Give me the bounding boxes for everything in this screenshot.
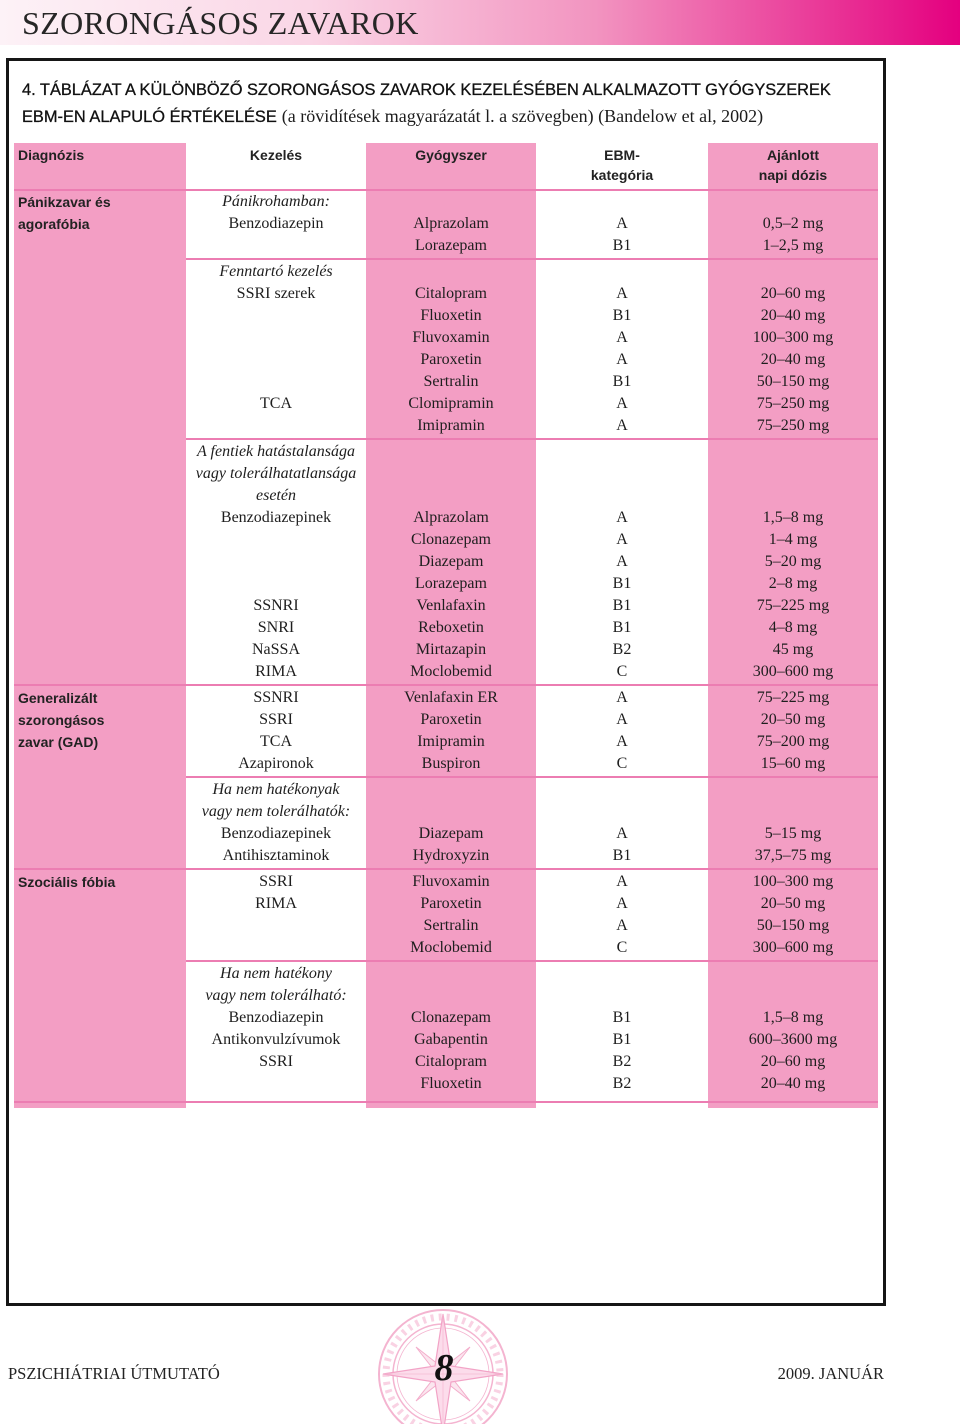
treatment-blocks [186,191,878,683]
table-row [186,893,878,915]
treatment-class: SSRI [259,711,293,728]
ebm-category: B1 [612,307,632,324]
recommended-dose [708,261,878,283]
ebm-category: A [616,895,628,912]
table-row [186,1051,878,1073]
treatment-cell [186,893,366,915]
ebm-category: B2 [612,1075,632,1092]
recommended-dose: 5–20 mg [764,553,822,570]
treatment-cell [186,393,366,415]
recommended-dose: 20–50 mg [760,895,826,912]
recommended-dose [708,801,878,823]
condition-note: Pánikrohamban: [222,193,330,210]
ebm-category: B1 [612,597,632,614]
recommended-dose [708,191,878,213]
treatment-cell [186,731,366,753]
ebm-category: B1 [612,619,632,636]
drug-name: Clonazepam [411,1009,491,1026]
diagnosis-name-line: Generalizált [18,690,98,706]
treatment-cell [186,463,366,485]
drug-name [366,985,536,1007]
table-row [186,371,878,393]
table-row [186,1029,878,1051]
block-divider [186,438,878,440]
column-header-drug: Gyógyszer [415,147,487,163]
table-row [186,283,878,305]
treatment-cell [186,441,366,463]
drug-name: Fluoxetin [420,307,482,324]
treatment-block [186,871,878,959]
diagnosis-group [14,687,878,867]
treatment-cell [186,551,366,573]
table-row [186,915,878,937]
table-row [186,507,878,529]
table-row [186,753,878,775]
treatment-class: Benzodiazepinek [220,509,332,526]
table-row [186,305,878,327]
ebm-category: C [616,755,628,772]
table-row [186,823,878,845]
drug-name: Imipramin [417,733,485,750]
diagnosis-cell [14,871,186,1095]
ebm-category: B1 [612,847,632,864]
treatment-cell [186,213,366,235]
drug-name: Clonazepam [411,531,491,548]
recommended-dose: 4–8 mg [768,619,818,636]
ebm-category: B1 [612,373,632,390]
column-header-dose-line: napi dózis [758,167,828,183]
recommended-dose: 0,5–2 mg [762,215,824,232]
drug-name: Lorazepam [415,237,487,254]
ebm-category: A [616,733,628,750]
table-row [186,661,878,683]
footer-publication-title: PSZICHIÁTRIAI ÚTMUTATÓ [8,1364,220,1383]
ebm-category [536,485,708,507]
ebm-category: A [616,215,628,232]
ebm-category [536,261,708,283]
treatment-class: Benzodiazepinek [220,825,332,842]
ebm-category [536,779,708,801]
drug-name: Sertralin [423,917,479,934]
drug-name: Citalopram [415,1053,487,1070]
treatment-class: TCA [260,733,292,750]
treatment-cell [186,573,366,595]
diagnosis-cell [14,687,186,867]
recommended-dose: 20–40 mg [760,307,826,324]
drug-name: Moclobemid [410,939,492,956]
block-divider [186,776,878,778]
recommended-dose: 1,5–8 mg [762,509,824,526]
recommended-dose: 20–50 mg [760,711,826,728]
treatment-class: SSRI szerek [236,285,316,302]
treatment-class: Antihisztaminok [222,847,330,864]
page-number: 8 [434,1347,454,1389]
drug-name: Lorazepam [415,575,487,592]
table-row [186,327,878,349]
table-title-line1: 4. TÁBLÁZAT A KÜLÖNBÖZŐ SZORONGÁSOS ZAVAROK KEZELÉSÉBEN ALKALMAZOTT GYÓGYSZEREK [22,81,831,99]
condition-note: vagy tolerálhatatlansága [195,465,357,482]
table-row [186,687,878,709]
diagnosis-cell [14,191,186,683]
treatment-cell [186,823,366,845]
drug-name [366,463,536,485]
table-row [186,963,878,985]
drug-name: Alprazolam [413,509,489,526]
ebm-category: A [616,417,628,434]
ebm-category [536,441,708,463]
drug-name [366,191,536,213]
drug-name: Fluoxetin [420,1075,482,1092]
table-row [186,845,878,867]
ebm-category: B1 [612,237,632,254]
recommended-dose: 2–8 mg [768,575,818,592]
treatment-class: SSNRI [253,597,299,614]
treatment-block [186,261,878,437]
drug-name: Paroxetin [420,711,482,728]
treatment-cell [186,595,366,617]
condition-note: vagy nem tolerálhatók: [201,803,351,820]
treatment-cell [186,617,366,639]
column-header-ebm-line: kategória [590,167,654,183]
treatment-block [186,687,878,775]
drug-name: Sertralin [423,373,479,390]
recommended-dose: 37,5–75 mg [754,847,832,864]
ebm-category: A [616,689,628,706]
treatment-blocks [186,687,878,867]
ebm-category: B2 [612,1053,632,1070]
table-row [186,235,878,257]
drug-name: Paroxetin [420,351,482,368]
treatment-cell [186,529,366,551]
treatment-cell [186,661,366,683]
diagnosis-name-line: zavar (GAD) [18,734,99,750]
ebm-category: A [616,917,628,934]
section-header-band [0,0,960,45]
table-row [186,779,878,801]
ebm-category: A [616,329,628,346]
table-content [14,143,878,1103]
treatment-cell [186,1029,366,1051]
drug-name: Imipramin [417,417,485,434]
treatment-cell [186,1051,366,1073]
treatment-cell [186,415,366,437]
table-row [186,349,878,371]
column-header-dose-line: Ajánlott [766,147,820,163]
recommended-dose: 300–600 mg [752,663,834,680]
drug-name: Fluvoxamin [412,329,490,346]
recommended-dose [708,985,878,1007]
table-row [186,529,878,551]
recommended-dose: 20–40 mg [760,351,826,368]
recommended-dose: 100–300 mg [752,873,834,890]
drug-name: Venlafaxin [416,597,486,614]
condition-note: esetén [256,487,296,504]
table-row [186,985,878,1007]
recommended-dose: 20–60 mg [760,1053,826,1070]
table-row [186,485,878,507]
recommended-dose: 75–225 mg [756,689,830,706]
drug-name: Moclobemid [410,663,492,680]
treatment-block [186,191,878,257]
drug-name [366,779,536,801]
ebm-category: A [616,395,628,412]
drug-name: Buspiron [421,755,481,772]
drug-name: Venlafaxin ER [404,689,498,706]
diagnosis-divider [14,868,878,870]
ebm-category: B2 [612,641,632,658]
treatment-class: Antikonvulzívumok [211,1031,341,1048]
table-row [186,191,878,213]
treatment-class: TCA [260,395,292,412]
drug-name: Alprazolam [413,215,489,232]
drug-name: Hydroxyzin [412,847,490,864]
table-row [186,801,878,823]
recommended-dose: 20–40 mg [760,1075,826,1092]
drug-name: Diazepam [418,825,484,842]
table-title-line2 [22,104,763,128]
drug-name: Gabapentin [414,1031,488,1048]
treatment-cell [186,779,366,801]
treatment-class: NaSSA [251,641,300,658]
diagnosis-name-line: Pánikzavar és [18,194,111,210]
ebm-category: A [616,509,628,526]
treatment-cell [186,845,366,867]
ebm-category: A [616,825,628,842]
treatment-cell [186,1073,366,1095]
ebm-category: C [616,663,628,680]
treatment-class: SSRI [259,873,293,890]
treatment-block [186,779,878,867]
treatment-blocks [186,871,878,1095]
ebm-category: A [616,285,628,302]
treatment-class: RIMA [255,895,297,912]
table-row [186,639,878,661]
treatment-cell [186,639,366,661]
table-row [186,415,878,437]
treatment-cell [186,349,366,371]
ebm-category [536,963,708,985]
section-title: SZORONGÁSOS ZAVAROK [22,5,419,41]
treatment-cell [186,507,366,529]
table-row [186,393,878,415]
treatment-cell [186,191,366,213]
drug-name [366,441,536,463]
diagnosis-group [14,191,878,683]
drug-name [366,963,536,985]
ebm-category [536,463,708,485]
table-row [186,731,878,753]
treatment-block [186,963,878,1095]
recommended-dose: 100–300 mg [752,329,834,346]
column-header-treatment: Kezelés [249,147,303,163]
table-row [186,551,878,573]
treatment-cell [186,963,366,985]
column-header-ebm [536,145,708,189]
ebm-category: B1 [612,1009,632,1026]
treatment-class: SSNRI [253,689,299,706]
recommended-dose: 50–150 mg [756,917,830,934]
ebm-category: A [616,351,628,368]
table-row [186,871,878,893]
table-row [186,463,878,485]
table-row [186,1007,878,1029]
recommended-dose [708,963,878,985]
diagnosis-name-line: agorafóbia [18,216,90,232]
treatment-class: Benzodiazepin [228,215,324,232]
recommended-dose: 50–150 mg [756,373,830,390]
drug-name [366,485,536,507]
treatment-cell [186,327,366,349]
table-title-caps: EBM-EN ALAPULÓ ÉRTÉKELÉSE [22,108,277,126]
table-row [186,573,878,595]
treatment-block [186,441,878,683]
treatment-class: Benzodiazepin [228,1009,324,1026]
recommended-dose: 75–250 mg [756,395,830,412]
ebm-category: A [616,553,628,570]
treatment-cell [186,915,366,937]
table-row [186,213,878,235]
drug-name: Paroxetin [420,895,482,912]
drug-name [366,261,536,283]
recommended-dose: 1–4 mg [768,531,818,548]
table-row [186,441,878,463]
table-body [14,191,878,1103]
drug-name: Fluvoxamin [412,873,490,890]
treatment-cell [186,801,366,823]
table-title-note: (a rövidítések magyarázatát l. a szövegben) (Bandelow et al, 2002) [281,106,764,126]
treatment-class: SNRI [257,619,295,636]
treatment-cell [186,261,366,283]
treatment-cell [186,485,366,507]
table-row [186,261,878,283]
recommended-dose: 300–600 mg [752,939,834,956]
recommended-dose [708,779,878,801]
treatment-cell [186,687,366,709]
ebm-category: C [616,939,628,956]
condition-note: A fentiek hatástalansága [197,443,355,460]
table-row [186,617,878,639]
drug-name: Mirtazapin [415,641,487,658]
table-bottom-rule [14,1101,878,1103]
treatment-cell [186,1007,366,1029]
recommended-dose: 45 mg [772,641,814,658]
diagnosis-name-line: szorongásos [18,712,105,728]
condition-note: Fenntartó kezelés [219,263,333,280]
column-header-diagnosis: Diagnózis [18,147,85,163]
drug-name: Clomipramin [408,395,494,412]
drug-name [366,801,536,823]
table-row [186,709,878,731]
table-header-row [14,143,878,189]
diagnosis-divider [14,684,878,686]
block-divider [186,258,878,260]
drug-table [14,143,878,1108]
block-divider [186,960,878,962]
condition-note: Ha nem hatékony [220,965,332,982]
treatment-cell [186,305,366,327]
drug-name: Reboxetin [418,619,484,636]
treatment-cell [186,985,366,1007]
table-row [186,937,878,959]
recommended-dose [708,441,878,463]
treatment-cell [186,937,366,959]
ebm-category [536,985,708,1007]
table-row [186,595,878,617]
ebm-category: A [616,711,628,728]
ebm-category: B1 [612,575,632,592]
treatment-class: RIMA [255,663,297,680]
recommended-dose: 15–60 mg [760,755,826,772]
diagnosis-name-line: Szociális fóbia [18,874,116,890]
treatment-class: Azapironok [238,755,314,772]
treatment-cell [186,871,366,893]
treatment-cell [186,753,366,775]
recommended-dose: 600–3600 mg [748,1031,838,1048]
treatment-cell [186,709,366,731]
recommended-dose: 1,5–8 mg [762,1009,824,1026]
table-row [186,1073,878,1095]
ebm-category [536,801,708,823]
recommended-dose [708,485,878,507]
ebm-category: B1 [612,1031,632,1048]
recommended-dose [708,463,878,485]
drug-name: Citalopram [415,285,487,302]
treatment-cell [186,235,366,257]
ebm-category [536,191,708,213]
recommended-dose: 75–250 mg [756,417,830,434]
recommended-dose: 5–15 mg [764,825,822,842]
condition-note: Ha nem hatékonyak [212,781,340,798]
recommended-dose: 75–225 mg [756,597,830,614]
treatment-cell [186,371,366,393]
treatment-class: SSRI [259,1053,293,1070]
diagnosis-group [14,871,878,1095]
recommended-dose: 20–60 mg [760,285,826,302]
treatment-cell [186,283,366,305]
recommended-dose: 75–200 mg [756,733,830,750]
column-header-dose [708,145,878,189]
ebm-category: A [616,531,628,548]
condition-note: vagy nem tolerálható: [205,987,347,1004]
recommended-dose: 1–2,5 mg [762,237,824,254]
column-header-ebm-line: EBM- [604,147,640,163]
drug-name: Diazepam [418,553,484,570]
footer-date: 2009. JANUÁR [777,1364,884,1383]
ebm-category: A [616,873,628,890]
